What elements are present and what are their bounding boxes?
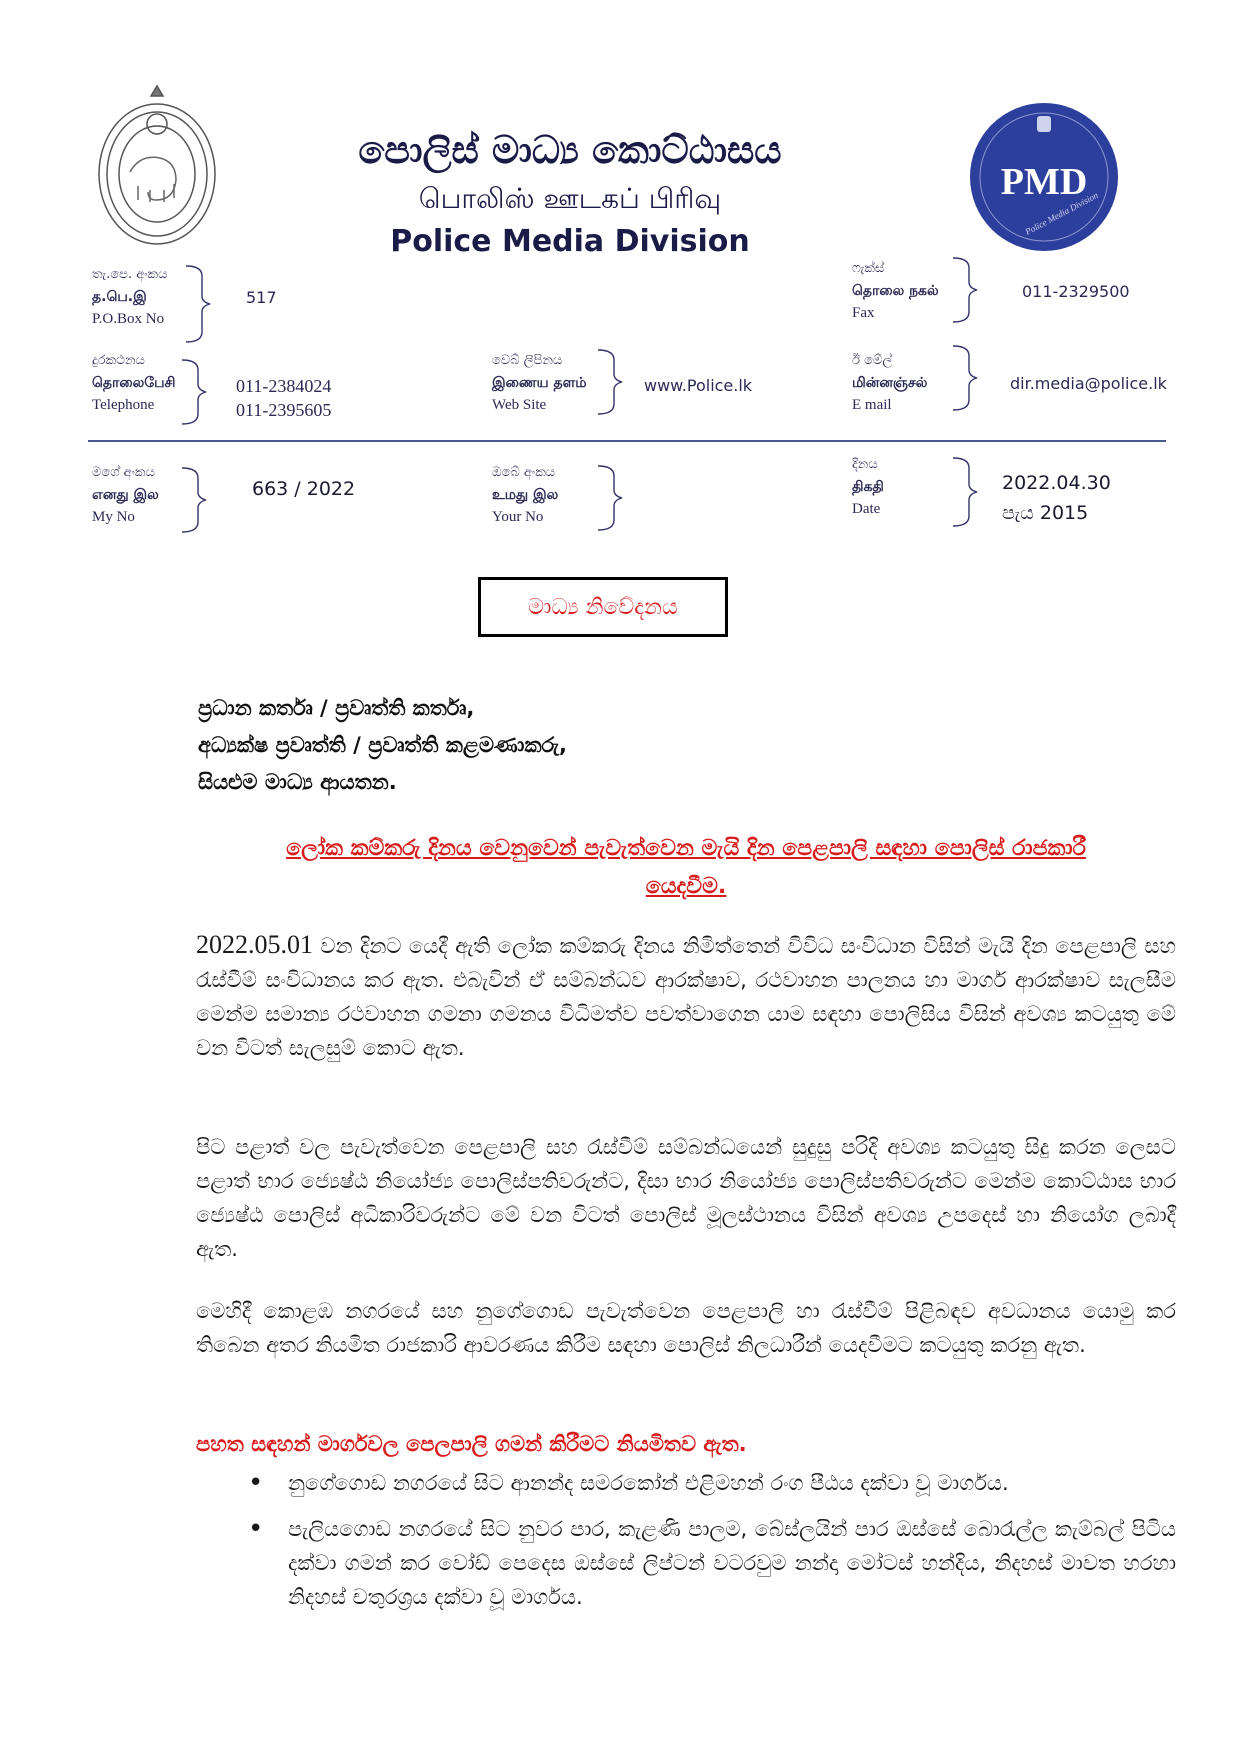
addressee-line-3: සියළුම මාධ්‍ය ආයතන. xyxy=(198,770,397,794)
my-no-label: මගේ අංකය எனது இல My No xyxy=(92,465,159,525)
addressee-block xyxy=(198,690,567,801)
paragraph-2: පිට පළාත් වල පැවැත්වෙන පෙළපාලි සහ රැස්වීම් සම්බන්ධයෙන් සුදුසු පරිදි අවශ්‍ය කටයුතු සිදු කරන ලෙසට පළාත් භාර ජ්‍යෙෂ්ඨ නියෝජ්‍ය පොලිස්පතිවරුන්ට, දිසා භාර නියෝජ්‍ය පොලිස්පතිවරුන්ට මෙන්ම කොට්ඨාස භාර ජ්‍යෙෂ්ඨ පොලිස් අධිකාරිවරුන්ට මේ වන විටත් පොලිස් මූලස්ථානය විසින් අවශ්‍ය උපදෙස් හා නියෝග ලබාදී ඇත. xyxy=(196,1135,1176,1261)
list-item: • පැලියගොඩ නගරයේ සිට නුවර පාර, කැළණි පාලම, බේස්ලයින් පාර ඔස්සේ බොරැල්ල කැම්බල් පිටිය දක්වා ගමන් කර වෝඩ් පෙදෙස ඔස්සේ ලිප්ටන් වටරවුම නන්දා මෝටස් හන්දිය, නිදහස් මාවත හරහා නිදහස් චතුරශ්‍රය දක්වා වූ මාර්ගය. xyxy=(248,1512,1176,1614)
pobox-label: තැ.පෙ. අංකය த.பெ.இ P.O.Box No xyxy=(92,267,168,327)
pobox-value: 517 xyxy=(246,288,277,307)
header-divider xyxy=(88,440,1166,442)
addressee-line-2: අධ්‍යක්ෂ ප්‍රවෘත්ති / ප්‍රවෘත්ති කළමණාකරු, xyxy=(198,733,568,757)
routes-list xyxy=(248,1466,1176,1626)
subject-heading: ලෝක කම්කරු දිනය වෙනුවෙන් පැවැත්වෙන මැයි දින පෙළපාලි සඳහා පොලිස් රාජකාරී යෙදවීම. xyxy=(286,836,1086,899)
fax-label: ෆැක්ස් தொலை நகல் Fax xyxy=(852,261,939,321)
email-label: ඊ මේල් மின்னஞ்சல் E mail xyxy=(852,353,928,413)
telephone-values: 011-2384024 011-2395605 xyxy=(236,376,332,420)
paragraph-3: මෙහිදී කොළඹ නගරයේ සහ නුගේගොඩ පැවැත්වෙන පෙළපාලි හා රැස්වීම් පිළිබඳව අවධානය යොමු කර තිබෙන අතර නියමිත රාජකාරි ආවරණය කිරීම සඳහා පොලිස් නිලධාරීන් යෙදවීමට කටයුතු කරනු ඇත. xyxy=(196,1299,1176,1357)
date-values: 2022.04.30 පැය 2015 xyxy=(1002,472,1111,524)
routes-heading: පහත සඳහන් මාර්ගවල පෙලපාලි ගමන් කිරීමට නියමිතව ඇත. xyxy=(196,1432,747,1456)
website-value[interactable]: www.Police.lk xyxy=(644,376,753,395)
your-no-label: ඔබේ අංකය உமது இல Your No xyxy=(492,465,559,525)
date-label: දිනය திகதி Date xyxy=(852,457,884,517)
fax-value: 011-2329500 xyxy=(1022,282,1130,301)
media-release-title: මාධ්‍ය නිවේදනය xyxy=(478,577,728,637)
list-item: • නුගේගොඩ නගරයේ සිට ආනන්ද සමරකෝන් එළිමහන් රංග පීඨය දක්වා වූ මාර්ගය. xyxy=(248,1466,1176,1500)
title-english: Police Media Division xyxy=(390,224,750,259)
pmd-logo-text: PMD xyxy=(1000,161,1088,203)
pmd-logo-ring-text: Police Media Division xyxy=(1023,189,1100,237)
paragraph-1: 2022.05.01 වන දිනට යෙදී ඇති ලෝක කම්කරු දිනය නිමිත්තෙන් විවිධ සංවිධාන විසින් මැයි දින පෙළපාලි සහ රැස්වීම් සංවිධානය කර ඇත. එබැවින් ඒ සම්බන්ධව ආරක්ෂාව, රථවාහන පාලනය හා මාර්ග ආරක්ෂාව සැලසීම මෙන්ම සමාන්‍ය රථවාහන ගමනා ගමනය විධිමත්ව පවත්වාගෙන යාම සඳහා පොලිසිය විසින් අවශ්‍ය කටයුතු මේ වන විටත් සැලසුම් කොට ඇත. xyxy=(196,930,1176,1060)
title-sinhala: පොලිස් මාධ්‍ය කොට්ඨාසය xyxy=(358,128,782,172)
my-no-value: 663 / 2022 xyxy=(252,478,356,500)
website-label: වෙබ් ලිපිනය இணைய தளம் Web Site xyxy=(492,353,587,413)
addressee-line-1: ප්‍රධාන කර්තෘ / ප්‍රවෘත්ති කර්තෘ, xyxy=(198,696,475,720)
telephone-label: දුරකථනය தொலைபேசி Telephone xyxy=(92,353,176,413)
email-value[interactable]: dir.media@police.lk xyxy=(1010,374,1167,393)
title-tamil: பொலிஸ் ஊடகப் பிரிவு xyxy=(418,182,722,215)
